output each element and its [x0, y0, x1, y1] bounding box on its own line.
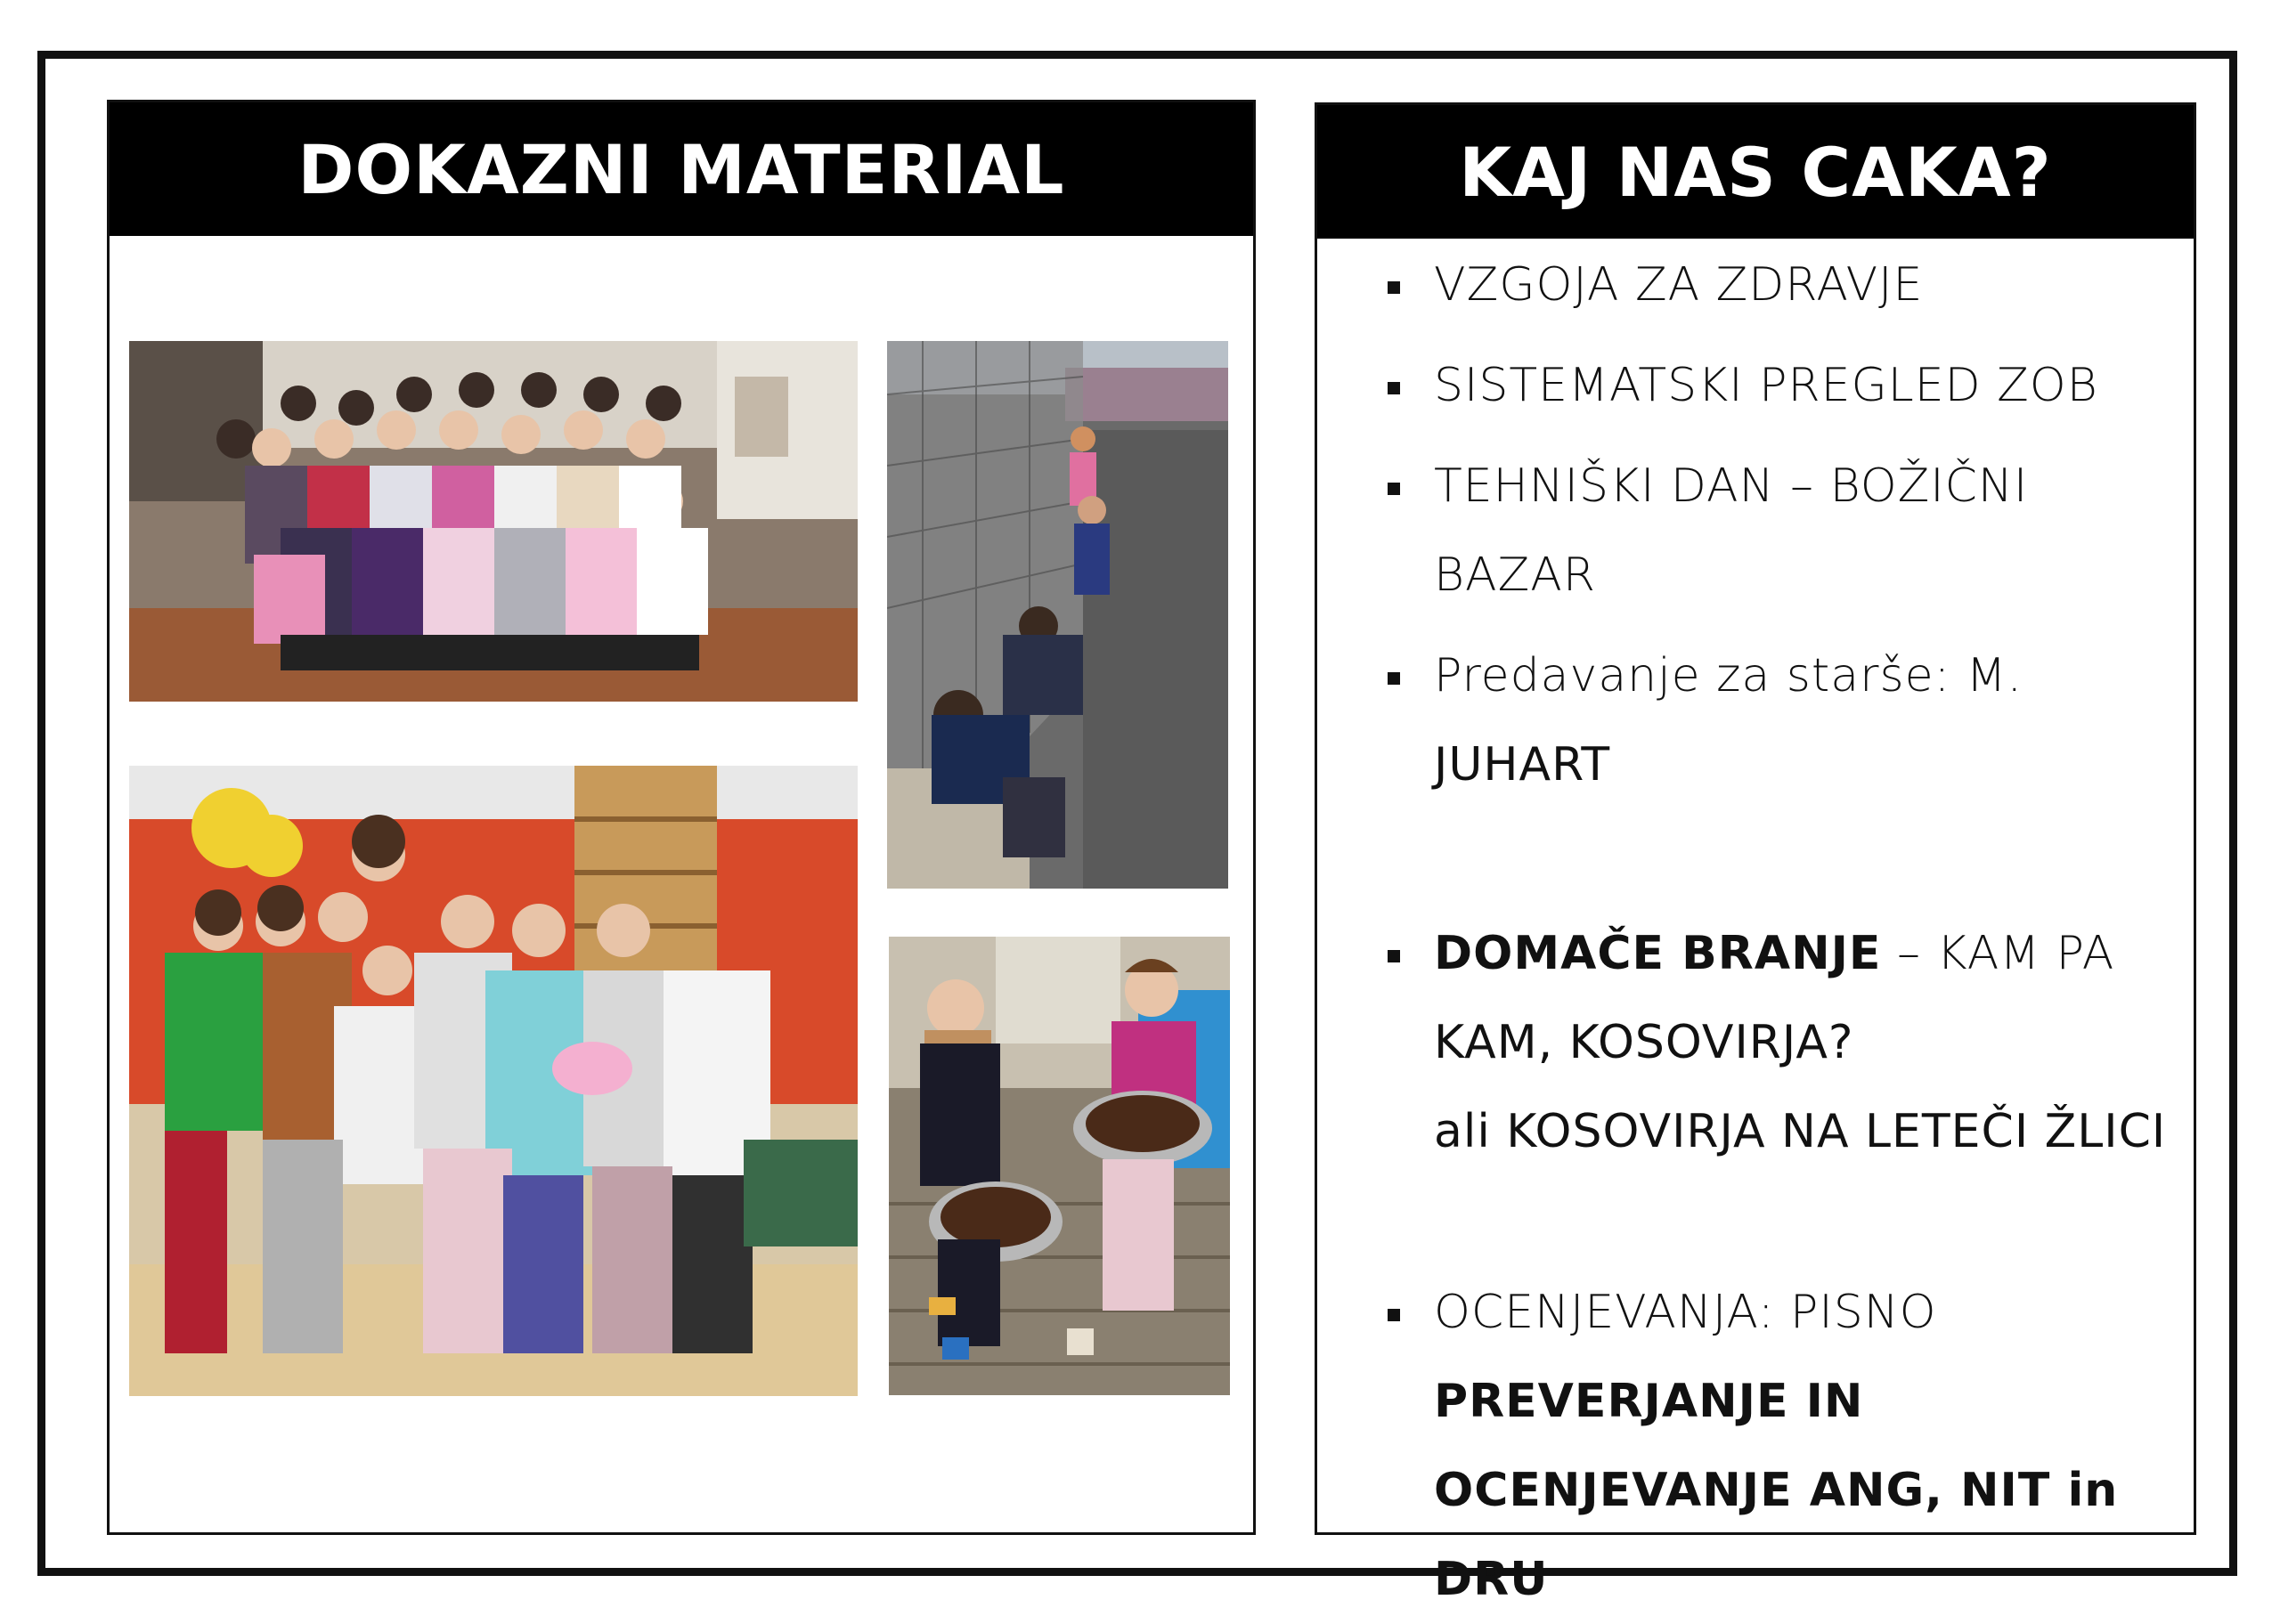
class-group-photo — [129, 341, 858, 702]
bullet-icon — [1388, 281, 1400, 294]
list-item: VZGOJA ZA ZDRAVJE — [1380, 240, 2182, 329]
outdoor-drawing-photo — [887, 341, 1228, 889]
bullet-icon — [1388, 382, 1400, 394]
list-item-continuation: OCENJEVANJE ANG, NIT in DRU — [1434, 1464, 2119, 1606]
list-item-continuation: PREVERJANJE IN — [1434, 1375, 1864, 1428]
list-item: DOMAČE BRANJE – KAM PA — [1380, 909, 2182, 998]
list-item-continuation: ali KOSOVIRJA NA LETEČI ŽLICI — [1434, 1105, 2167, 1158]
list-item: TEHNIŠKI DAN – BOŽIČNI BAZAR — [1380, 442, 2182, 620]
upcoming-list — [1380, 240, 2182, 1624]
upcoming-panel-title: KAJ NAS CAKA? — [1317, 105, 2194, 239]
bullet-icon — [1388, 1309, 1400, 1321]
bullet-icon — [1388, 483, 1400, 495]
chestnuts-photo — [889, 937, 1230, 1395]
list-item-continuation: JUHART — [1434, 738, 1611, 792]
list-item: SISTEMATSKI PREGLED ZOB — [1380, 341, 2182, 430]
evidence-panel-title: DOKAZNI MATERIAL — [110, 102, 1253, 236]
list-item: OCENJEVANJA: PISNO — [1380, 1268, 2182, 1357]
bullet-icon — [1388, 672, 1400, 685]
pajama-party-photo — [129, 766, 858, 1396]
list-item: Predavanje za starše: M. — [1380, 631, 2182, 720]
list-item-continuation: KAM, KOSOVIRJA? — [1434, 1016, 1854, 1069]
bullet-icon — [1388, 950, 1400, 962]
